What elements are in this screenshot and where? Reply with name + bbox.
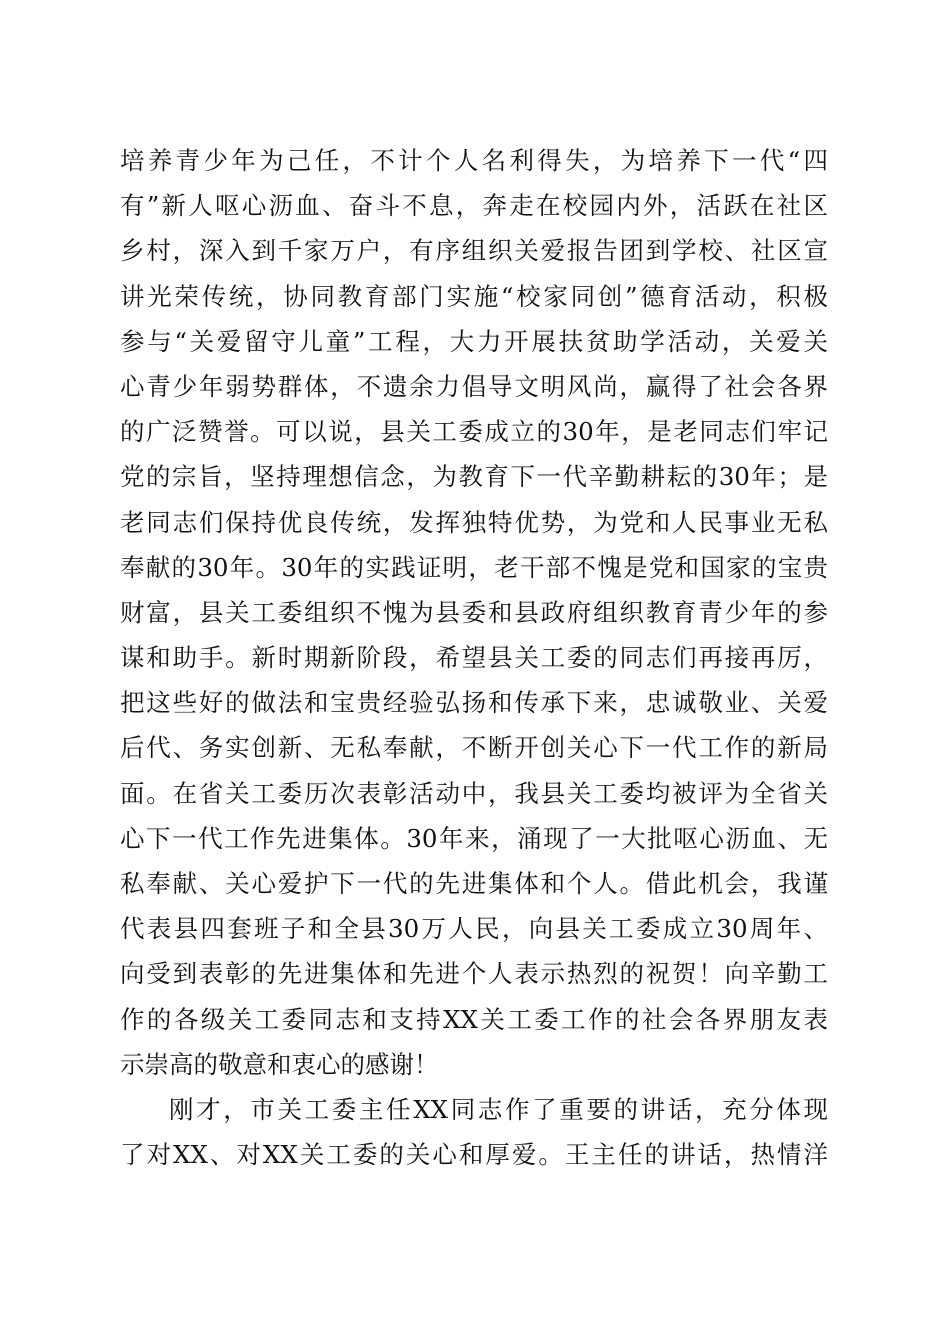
text-line: 后代、务实创新、无私奉献，不断开创关心下一代工作的新局: [120, 733, 828, 763]
text-line: 参与“关爱留守儿童”工程，大力开展扶贫助学活动，关爱关: [120, 326, 828, 356]
text-line: 有”新人呕心沥血、奋斗不息，奔走在校园内外，活跃在社区: [120, 191, 828, 221]
text-line: 心青少年弱势群体，不遗余力倡导文明风尚，赢得了社会各界: [120, 371, 828, 401]
text-line: 向受到表彰的先进集体和先进个人表示热烈的祝贺！向辛勤工: [120, 959, 828, 989]
text-line: 讲光荣传统，协同教育部门实施“校家同创”德育活动，积极: [120, 281, 828, 311]
text-line: 把这些好的做法和宝贵经验弘扬和传承下来，忠诚敬业、关爱: [120, 688, 828, 718]
text-line: 的广泛赞誉。可以说，县关工委成立的30年，是老同志们牢记: [120, 417, 828, 447]
text-line: 面。在省关工委历次表彰活动中，我县关工委均被评为全省关: [120, 778, 828, 808]
text-line: 心下一代工作先进集体。30年来，涌现了一大批呕心沥血、无: [120, 823, 828, 853]
text-line: 财富，县关工委组织不愧为县委和县政府组织教育青少年的参: [120, 597, 828, 627]
text-line: 乡村，深入到千家万户，有序组织关爱报告团到学校、社区宣: [120, 236, 828, 266]
text-line: 作的各级关工委同志和支持XX关工委工作的社会各界朋友表: [120, 1004, 828, 1034]
body-text: [120, 138, 828, 1177]
text-line: 私奉献、关心爱护下一代的先进集体和个人。借此机会，我谨: [120, 869, 828, 898]
text-line: 了对XX、对XX关工委的关心和厚爱。王主任的讲话，热情洋: [120, 1140, 828, 1170]
text-line: 老同志们保持优良传统，发挥独特优势，为党和人民事业无私: [120, 507, 828, 537]
text-line: 培养青少年为己任，不计个人名利得失，为培养下一代“四: [120, 146, 828, 175]
text-line: 代表县四套班子和全县30万人民，向县关工委成立30周年、: [120, 914, 828, 944]
text-line: 谋和助手。新时期新阶段，希望县关工委的同志们再接再厉，: [120, 643, 828, 673]
text-line: 奉献的30年。30年的实践证明，老干部不愧是党和国家的宝贵: [120, 552, 828, 582]
text-line-paragraph-start: 刚才，市关工委主任XX同志作了重要的讲话，充分体现: [169, 1094, 828, 1124]
text-line-paragraph-end: 示崇高的敬意和衷心的感谢！: [120, 1049, 439, 1079]
text-line: 党的宗旨，坚持理想信念，为教育下一代辛勤耕耘的30年；是: [120, 462, 828, 492]
